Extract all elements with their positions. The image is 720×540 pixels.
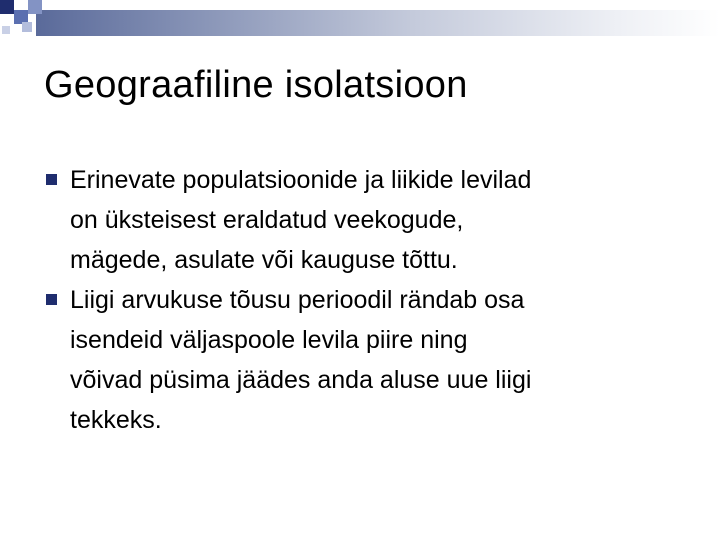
square-bullet-icon <box>46 294 57 305</box>
bullet-text-line: mägede, asulate või kauguse tõttu. <box>70 246 458 274</box>
decorative-square <box>42 2 50 10</box>
decorative-square <box>22 22 32 32</box>
bullet-text-line: Liigi arvukuse tõusu perioodil rändab osa <box>70 286 525 314</box>
bullet-text-line: Erinevate populatsioonide ja liikide levilad <box>70 166 532 194</box>
decorative-square <box>0 0 14 14</box>
title-divider <box>44 128 634 129</box>
bullet-list <box>46 160 686 440</box>
bullet-item-1 <box>46 160 686 280</box>
decorative-header-bar <box>36 10 720 36</box>
bullet-text-line: on üksteisest eraldatud veekogude, <box>70 206 464 234</box>
bullet-item-2 <box>46 280 686 440</box>
square-bullet-icon <box>46 174 57 185</box>
decorative-square <box>2 26 10 34</box>
bullet-text-line: tekkeks. <box>70 406 162 434</box>
decorative-square <box>28 0 42 14</box>
bullet-text-line: võivad püsima jäädes anda aluse uue liigi <box>70 366 532 394</box>
slide-title: Geograafiline isolatsioon <box>44 64 468 106</box>
bullet-text-line: isendeid väljaspoole levila piire ning <box>70 326 468 354</box>
